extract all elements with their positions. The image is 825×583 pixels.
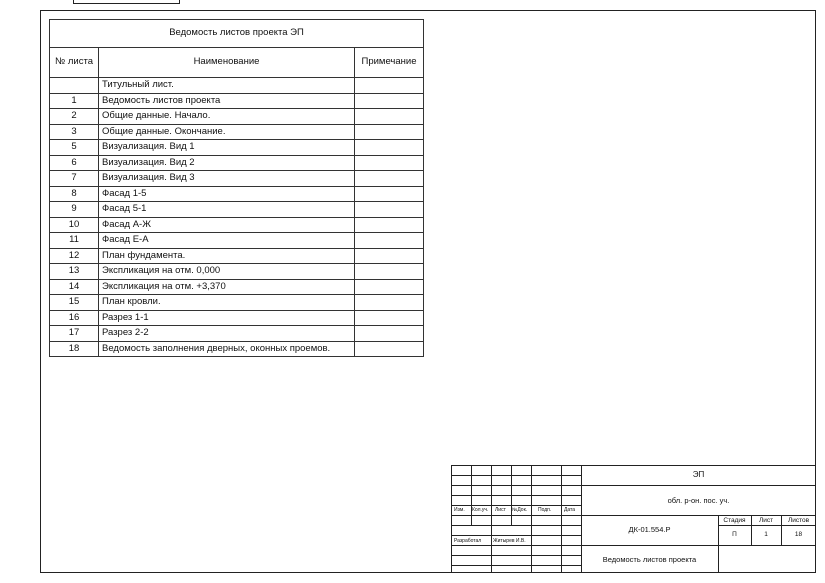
table-row: [50, 124, 424, 140]
cell-number: 13: [50, 264, 99, 280]
table-row: [50, 155, 424, 171]
table-row: [50, 109, 424, 125]
column-header-note: Примечание: [355, 48, 424, 78]
cell-note: [355, 248, 424, 264]
table-row: [50, 310, 424, 326]
stage-value: П: [732, 531, 737, 538]
document-code: ДК-01.554.Р: [628, 525, 671, 534]
developer-name: Житырев И.В.: [493, 538, 526, 544]
cell-name: Фасад Е-А: [99, 233, 355, 249]
table-row: [50, 295, 424, 311]
table-row: [50, 279, 424, 295]
cell-number: 12: [50, 248, 99, 264]
cell-note: [355, 233, 424, 249]
cell-number: 16: [50, 310, 99, 326]
cell-number: 8: [50, 186, 99, 202]
cell-name: Фасад 1-5: [99, 186, 355, 202]
table-row: [50, 140, 424, 156]
column-header-name: Наименование: [99, 48, 355, 78]
cell-note: [355, 310, 424, 326]
cell-name: Визуализация. Вид 3: [99, 171, 355, 187]
cell-note: [355, 124, 424, 140]
cell-name: Фасад 5-1: [99, 202, 355, 218]
title-block: [451, 465, 816, 573]
table-row: [50, 202, 424, 218]
top-edge-tab: [73, 0, 180, 4]
col-data: Дата: [564, 507, 576, 513]
table-row: [50, 341, 424, 357]
cell-number: 10: [50, 217, 99, 233]
table-row: [50, 326, 424, 342]
location-text: обл. р-он. пос. уч.: [667, 496, 730, 505]
cell-note: [355, 140, 424, 156]
cell-name: Визуализация. Вид 2: [99, 155, 355, 171]
col-kol: Кол.уч.: [472, 507, 489, 513]
cell-note: [355, 341, 424, 357]
cell-number: [50, 78, 99, 94]
cell-number: 6: [50, 155, 99, 171]
sheet-value: 1: [764, 531, 768, 538]
cell-name: План кровли.: [99, 295, 355, 311]
cell-name: Разрез 2-2: [99, 326, 355, 342]
table-row: [50, 264, 424, 280]
cell-number: 5: [50, 140, 99, 156]
cell-note: [355, 217, 424, 233]
col-list: Лист: [495, 507, 506, 513]
cell-name: Ведомость листов проекта: [99, 93, 355, 109]
sheets-value: 18: [794, 531, 803, 538]
cell-number: 9: [50, 202, 99, 218]
cell-name: План фундамента.: [99, 248, 355, 264]
cell-note: [355, 202, 424, 218]
table-title: Ведомость листов проекта ЭП: [50, 20, 424, 48]
sheets-label: Листов: [787, 517, 810, 524]
cell-number: 1: [50, 93, 99, 109]
cell-number: 15: [50, 295, 99, 311]
cell-name: Разрез 1-1: [99, 310, 355, 326]
col-izm: Изм.: [454, 507, 465, 513]
table-title-row: [50, 20, 424, 48]
cell-note: [355, 171, 424, 187]
cell-note: [355, 78, 424, 94]
cell-note: [355, 295, 424, 311]
cell-name: Экспликация на отм. +3,370: [99, 279, 355, 295]
cell-name: Титульный лист.: [99, 78, 355, 94]
column-header-number: № листа: [50, 48, 99, 78]
table-row: [50, 171, 424, 187]
cell-number: 7: [50, 171, 99, 187]
cell-number: 18: [50, 341, 99, 357]
cell-note: [355, 264, 424, 280]
section-code: ЭП: [692, 470, 705, 479]
cell-name: Экспликация на отм. 0,000: [99, 264, 355, 280]
col-ndok: №Док.: [512, 507, 528, 513]
cell-note: [355, 93, 424, 109]
sheet-label: Лист: [758, 517, 774, 524]
stage-label: Стадия: [723, 517, 746, 524]
cell-name: Ведомость заполнения дверных, оконных проемов.: [99, 341, 355, 357]
cell-note: [355, 326, 424, 342]
col-podp: Подп.: [538, 507, 552, 513]
cell-number: 3: [50, 124, 99, 140]
table-row: [50, 217, 424, 233]
cell-note: [355, 279, 424, 295]
cell-note: [355, 155, 424, 171]
table-row: [50, 233, 424, 249]
table-row: [50, 93, 424, 109]
cell-number: 17: [50, 326, 99, 342]
cell-number: 11: [50, 233, 99, 249]
cell-name: Общие данные. Начало.: [99, 109, 355, 125]
cell-number: 2: [50, 109, 99, 125]
cell-name: Общие данные. Окончание.: [99, 124, 355, 140]
developed-label: Разработал: [454, 538, 482, 544]
sheet-list-table: [49, 19, 424, 357]
sheet-title: Ведомость листов проекта: [602, 555, 697, 564]
cell-note: [355, 186, 424, 202]
table-row: [50, 78, 424, 94]
table-header-row: [50, 48, 424, 78]
table-row: [50, 186, 424, 202]
cell-number: 14: [50, 279, 99, 295]
cell-name: Визуализация. Вид 1: [99, 140, 355, 156]
cell-name: Фасад А-Ж: [99, 217, 355, 233]
cell-note: [355, 109, 424, 125]
table-row: [50, 248, 424, 264]
